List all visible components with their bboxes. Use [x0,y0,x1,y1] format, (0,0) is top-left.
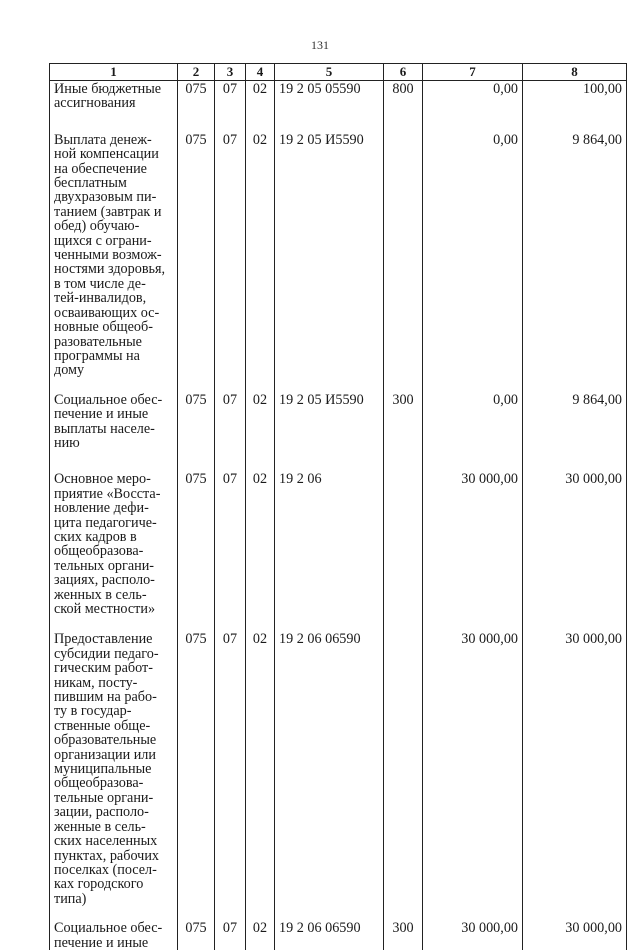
name-line: пунктах, рабочих [54,847,159,864]
cell-item-name [50,920,178,950]
cell-amount-col8: 9 864,00 [523,392,627,472]
table-row [50,81,627,132]
name-line: общеобразова- [54,775,144,792]
cell-target-article: 19 2 05 И5590 [275,132,384,392]
cell-subsection: 02 [246,471,275,631]
name-line: двухразовым пи- [54,189,157,206]
name-line: ченными возмож- [54,247,162,264]
cell-expense-type [384,132,423,392]
name-line: гическим работ- [54,660,153,677]
name-line: бесплатным [54,175,127,192]
name-line: женных в сель- [54,586,147,603]
name-line: нию [54,434,80,451]
cell-item-name [50,392,178,472]
header-col-7: 7 [423,64,523,81]
cell-target-article: 19 2 06 06590 [275,631,384,920]
name-line: общеобразова- [54,543,144,560]
cell-expense-type [384,631,423,920]
cell-amount-col8: 30 000,00 [523,920,627,950]
cell-subsection: 02 [246,81,275,132]
cell-section: 07 [215,81,246,132]
name-line: в том числе де- [54,275,146,292]
cell-section: 07 [215,392,246,472]
name-line: на обеспечение [54,160,147,177]
cell-section: 07 [215,132,246,392]
name-line: цита педагогиче- [54,514,157,531]
name-line: Основное меро- [54,471,151,488]
name-line: программы на [54,347,140,364]
name-line: Социальное обес- [54,920,163,937]
cell-target-article: 19 2 06 [275,471,384,631]
cell-expense-type: 800 [384,81,423,132]
cell-amount-col7: 0,00 [423,132,523,392]
name-line: приятие «Восста- [54,485,161,502]
table-row [50,132,627,392]
cell-amount-col8: 30 000,00 [523,471,627,631]
cell-grbs: 075 [178,392,215,472]
cell-amount-col7: 0,00 [423,392,523,472]
cell-amount-col7: 30 000,00 [423,920,523,950]
name-line: образовательные [54,732,157,749]
cell-item-name [50,81,178,132]
cell-item-name [50,631,178,920]
name-line: поселках (посел- [54,861,157,878]
header-col-6: 6 [384,64,423,81]
cell-amount-col8: 100,00 [523,81,627,132]
table-row [50,392,627,472]
cell-section: 07 [215,471,246,631]
name-line: тельных органи- [54,557,155,574]
cell-subsection: 02 [246,132,275,392]
cell-subsection: 02 [246,920,275,950]
cell-grbs: 075 [178,471,215,631]
cell-expense-type: 300 [384,920,423,950]
table-row [50,471,627,631]
header-col-4: 4 [246,64,275,81]
header-col-3: 3 [215,64,246,81]
cell-subsection: 02 [246,392,275,472]
name-line: ной компенсации [54,146,159,163]
name-line: Социальное обес- [54,391,163,408]
name-line: Предоставление [54,631,153,648]
cell-amount-col7: 0,00 [423,81,523,132]
name-line: ских кадров в [54,528,137,545]
name-line: дому [54,362,85,379]
header-col-8: 8 [523,64,627,81]
name-line: Иные бюджетные [54,81,162,97]
cell-expense-type [384,471,423,631]
name-line: муниципальные [54,761,152,778]
cell-subsection: 02 [246,631,275,920]
cell-section: 07 [215,631,246,920]
cell-grbs: 075 [178,920,215,950]
cell-target-article: 19 2 06 06590 [275,920,384,950]
name-line: новление дефи- [54,500,149,517]
header-col-5: 5 [275,64,384,81]
name-line: ственные обще- [54,717,151,734]
name-line: печение и иные [54,406,149,423]
name-line: никам, посту- [54,674,138,691]
name-line: ках городского [54,876,144,893]
header-col-1: 1 [50,64,178,81]
cell-item-name [50,132,178,392]
cell-amount-col8: 30 000,00 [523,631,627,920]
name-line: тей-инвалидов, [54,290,147,307]
header-col-2: 2 [178,64,215,81]
page-number: 131 [311,38,329,52]
name-line: ту в государ- [54,703,132,720]
name-line: ской местности» [54,601,156,617]
cell-item-name [50,471,178,631]
name-line: обед) обучаю- [54,218,140,235]
name-line: щихся с ограни- [54,232,152,249]
name-line: зациях, располо- [54,572,155,589]
name-line: субсидии педаго- [54,645,159,662]
cell-grbs: 075 [178,631,215,920]
name-line: выплаты населе- [54,420,155,437]
name-line: осваивающих ос- [54,304,160,321]
name-line: ассигнования [54,95,136,112]
cell-target-article: 19 2 05 И5590 [275,392,384,472]
cell-section: 07 [215,920,246,950]
name-line: разовательные [54,333,142,350]
cell-target-article: 19 2 05 05590 [275,81,384,132]
name-line: Выплата денеж- [54,131,152,148]
name-line: ностями здоровья, [54,261,166,278]
name-line: организации или [54,746,156,763]
cell-grbs: 075 [178,81,215,132]
cell-expense-type: 300 [384,392,423,472]
table-row [50,920,627,950]
name-line: танием (завтрак и [54,203,162,220]
cell-amount-col8: 9 864,00 [523,132,627,392]
cell-grbs: 075 [178,132,215,392]
name-line: женные в сель- [54,818,146,835]
name-line: пившим на рабо- [54,689,157,706]
budget-table [49,63,627,950]
table-header-row [50,64,627,81]
table-row [50,631,627,920]
name-line: типа) [54,890,87,907]
cell-amount-col7: 30 000,00 [423,471,523,631]
name-line: тельные органи- [54,789,154,806]
name-line: новные общеоб- [54,319,153,336]
name-line: зации, располо- [54,804,149,821]
table-body [50,81,627,950]
cell-amount-col7: 30 000,00 [423,631,523,920]
name-line: печение и иные [54,934,149,951]
name-line: ских населенных [54,833,158,850]
